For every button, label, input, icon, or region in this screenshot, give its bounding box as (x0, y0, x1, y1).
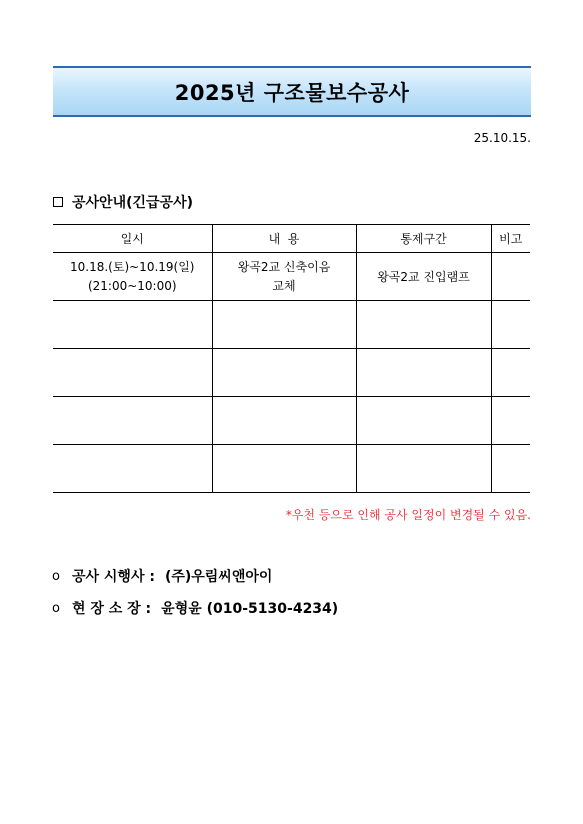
datetime-date: 10.18.(토)~10.19(일) (70, 259, 195, 274)
site-manager-label: 현 장 소 장 : (71, 601, 152, 617)
cell-content (212, 253, 356, 301)
cell-datetime (53, 397, 212, 445)
cell-content (212, 445, 356, 493)
cell-remark (491, 349, 530, 397)
cell-content (212, 349, 356, 397)
document-date: 25.10.15. (473, 131, 531, 145)
content-line-1: 왕곡2교 신축이음 (237, 259, 331, 274)
table-row (53, 253, 530, 301)
section-label: 공사안내(긴급공사) (72, 195, 193, 211)
cell-datetime (53, 301, 212, 349)
cell-control-section (356, 397, 491, 445)
site-manager-value: 윤형윤 (010-5130-4234) (161, 601, 339, 617)
cell-remark (491, 301, 530, 349)
cell-content (212, 397, 356, 445)
cell-control-section: 왕곡2교 진입램프 (356, 253, 491, 301)
header-datetime: 일시 (53, 225, 212, 253)
cell-content (212, 301, 356, 349)
document-title: 2025년 구조물보수공사 (174, 80, 410, 105)
cell-remark (491, 253, 530, 301)
schedule-change-note: *우천 등으로 인해 공사 일정이 변경될 수 있음. (285, 508, 531, 522)
work-schedule-table (53, 224, 530, 493)
cell-datetime (53, 445, 212, 493)
header-control-section: 통제구간 (356, 225, 491, 253)
datetime-time: (21:00~10:00) (87, 278, 177, 293)
contractor-info (52, 566, 272, 586)
contractor-label: 공사 시행사 : (71, 569, 155, 585)
table-row (53, 397, 530, 445)
cell-control-section (356, 301, 491, 349)
cell-datetime (53, 253, 212, 301)
header-content: 내 용 (212, 225, 356, 253)
bullet-icon: o (52, 568, 60, 584)
title-banner (53, 66, 531, 117)
cell-control-section (356, 445, 491, 493)
cell-datetime (53, 349, 212, 397)
cell-remark (491, 445, 530, 493)
checkbox-square-icon (53, 197, 63, 207)
content-line-2: 교체 (272, 278, 296, 293)
site-manager-info (52, 598, 338, 618)
table-row (53, 349, 530, 397)
bullet-icon: o (52, 600, 60, 616)
table-header-row (53, 225, 530, 253)
table-row (53, 301, 530, 349)
section-heading (53, 192, 193, 212)
table-row (53, 445, 530, 493)
cell-control-section (356, 349, 491, 397)
header-remark: 비고 (491, 225, 530, 253)
contractor-value: (주)우림씨앤아이 (164, 569, 273, 585)
cell-remark (491, 397, 530, 445)
